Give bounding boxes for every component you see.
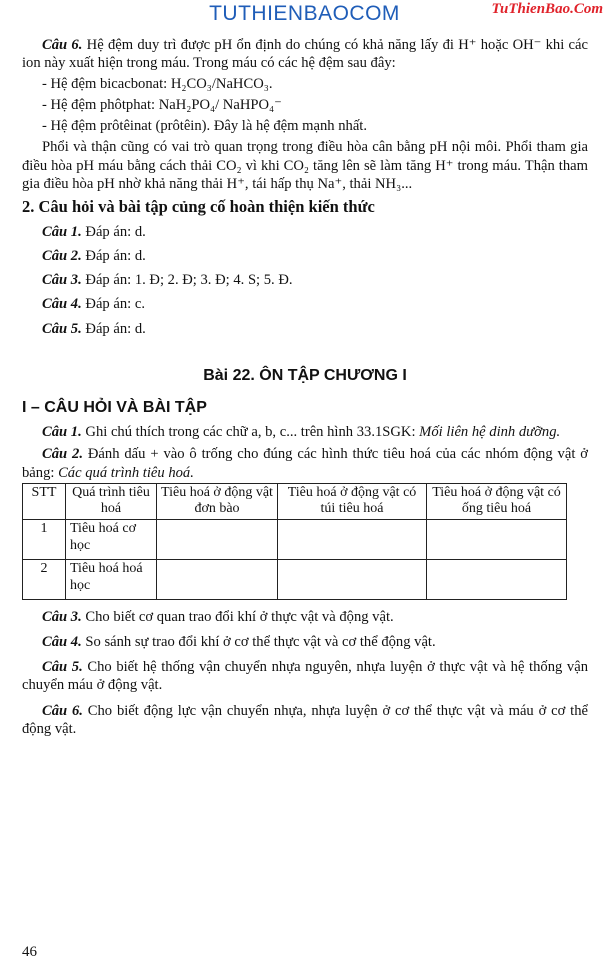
buffer-bicarbonate: - Hệ đệm bicacbonat: H₂CO₃/NaHCO₃. (42, 76, 273, 93)
answer-text: Đáp án: d. (81, 248, 146, 265)
question-text: Đánh dấu + vào ô trống cho đúng các hình thức tiêu hoá của các nhóm động vật ở bảng: (22, 446, 588, 481)
table-cell-mark[interactable] (427, 560, 567, 600)
question-text: Ghi chú thích trong các chữ a, b, c... trên hình 33.1SGK: (81, 424, 420, 441)
question-text: Cho biết động lực vận chuyển nhựa, nhựa luyện ở cơ thể thực vật và máu ở cơ thể động vật. (22, 702, 588, 737)
answer-label: Câu 5. (42, 320, 82, 337)
question-list (22, 608, 588, 738)
digestion-table (22, 483, 567, 601)
table-cell-stt: 2 (23, 560, 66, 600)
lesson-question-2 (22, 445, 588, 481)
lesson-title: Bài 22. ÔN TẬP CHƯƠNG I (203, 366, 407, 384)
table-cell-mark[interactable] (427, 520, 567, 560)
question-text: Cho biết cơ quan trao đổi khí ở thực vật và động vật. (81, 609, 394, 626)
answer-item (42, 271, 588, 289)
question-label: Câu 2. (42, 446, 83, 463)
answer-label: Câu 1. (42, 224, 82, 241)
table-cell-process: Tiêu hoá cơ học (66, 520, 157, 560)
buffer-phosphate: - Hệ đệm phôtphat: NaH₂PO₄/ NaHPO₄⁻ (42, 97, 282, 114)
answer-list (22, 223, 588, 337)
table-cell-stt: 1 (23, 520, 66, 560)
answer-label: Câu 4. (42, 296, 82, 313)
question-text: So sánh sự trao đổi khí ở cơ thể thực vật và cơ thể động vật. (81, 634, 436, 651)
table-header: STT (23, 483, 66, 520)
intro-cau6 (22, 36, 588, 72)
answer-item (42, 223, 588, 241)
answer-item (42, 320, 588, 338)
intro-paragraph: Phổi và thận cũng có vai trò quan trọng trong điều hòa cân bằng pH nội môi. Phổi tham gia điều hòa pH máu bằng cách thải CO₂ vì khi CO₂ tăng lên sẽ làm tăng H⁺ trong máu. Thận tham gia điều hòa pH nhờ khả năng thải H⁺, tái hấp thụ Na⁺, thải NH₃... (22, 139, 588, 192)
answer-text: Đáp án: 1. Đ; 2. Đ; 3. Đ; 4. S; 5. Đ. (81, 272, 293, 289)
lesson-question (22, 608, 588, 626)
lesson-question (22, 633, 588, 651)
part-heading: I – CÂU HỎI VÀ BÀI TẬP (22, 398, 207, 416)
table-row (23, 560, 567, 600)
answer-item (42, 295, 588, 313)
answer-label: Câu 2. (42, 248, 82, 265)
question-label: Câu 5. (42, 659, 83, 676)
site-title: TUTHIENBAOCOM (209, 2, 400, 25)
table-header: Tiêu hoá ở động vật có ống tiêu hoá (427, 483, 567, 520)
table-header-row (23, 483, 567, 520)
question-label: Câu 4. (42, 634, 82, 651)
section2-heading: 2. Câu hỏi và bài tập củng cố hoàn thiện kiến thức (22, 196, 375, 216)
table-cell-mark[interactable] (278, 560, 427, 600)
table-header: Tiêu hoá ở động vật đơn bào (157, 483, 278, 520)
answer-item (42, 247, 588, 265)
table-row (23, 520, 567, 560)
question-text: Cho biết hệ thống vận chuyển nhựa nguyên, nhựa luyện ở thực vật và hệ thống vận chuyển máu ở động vật. (22, 659, 589, 694)
page-content (22, 36, 588, 738)
answer-text: Đáp án: d. (81, 320, 146, 337)
question-label: Câu 6. (42, 702, 83, 719)
page-number: 46 (22, 944, 37, 960)
lesson-question-1 (22, 423, 588, 441)
question-text: Hệ đệm duy trì được pH ổn định do chúng có khả năng lấy đi H⁺ hoặc OH⁻ khi các ion này xuất hiện trong máu. Trong máu có các hệ đệm sau đây: (22, 37, 588, 72)
table-header: Quá trình tiêu hoá (66, 483, 157, 520)
answer-text: Đáp án: c. (81, 296, 145, 313)
lesson-question (22, 658, 588, 694)
question-label: Câu 3. (42, 609, 82, 626)
question-reference: Mối liên hệ dinh dưỡng. (419, 424, 561, 441)
site-logo: TuThienBao.Com (491, 1, 603, 17)
answer-text: Đáp án: d. (81, 224, 146, 241)
table-header: Tiêu hoá ở động vật có túi tiêu hoá (278, 483, 427, 520)
question-reference: Các quá trình tiêu hoá. (58, 464, 194, 481)
lesson-question (22, 702, 588, 738)
table-cell-mark[interactable] (278, 520, 427, 560)
table-cell-mark[interactable] (157, 520, 278, 560)
question-label: Câu 6. (42, 37, 83, 53)
answer-label: Câu 3. (42, 272, 82, 289)
table-cell-process: Tiêu hoá hoá học (66, 560, 157, 600)
table-cell-mark[interactable] (157, 560, 278, 600)
question-label: Câu 1. (42, 424, 82, 441)
buffer-protein: - Hệ đệm prôtêinat (prôtêin). Đây là hệ đệm mạnh nhất. (42, 118, 368, 135)
